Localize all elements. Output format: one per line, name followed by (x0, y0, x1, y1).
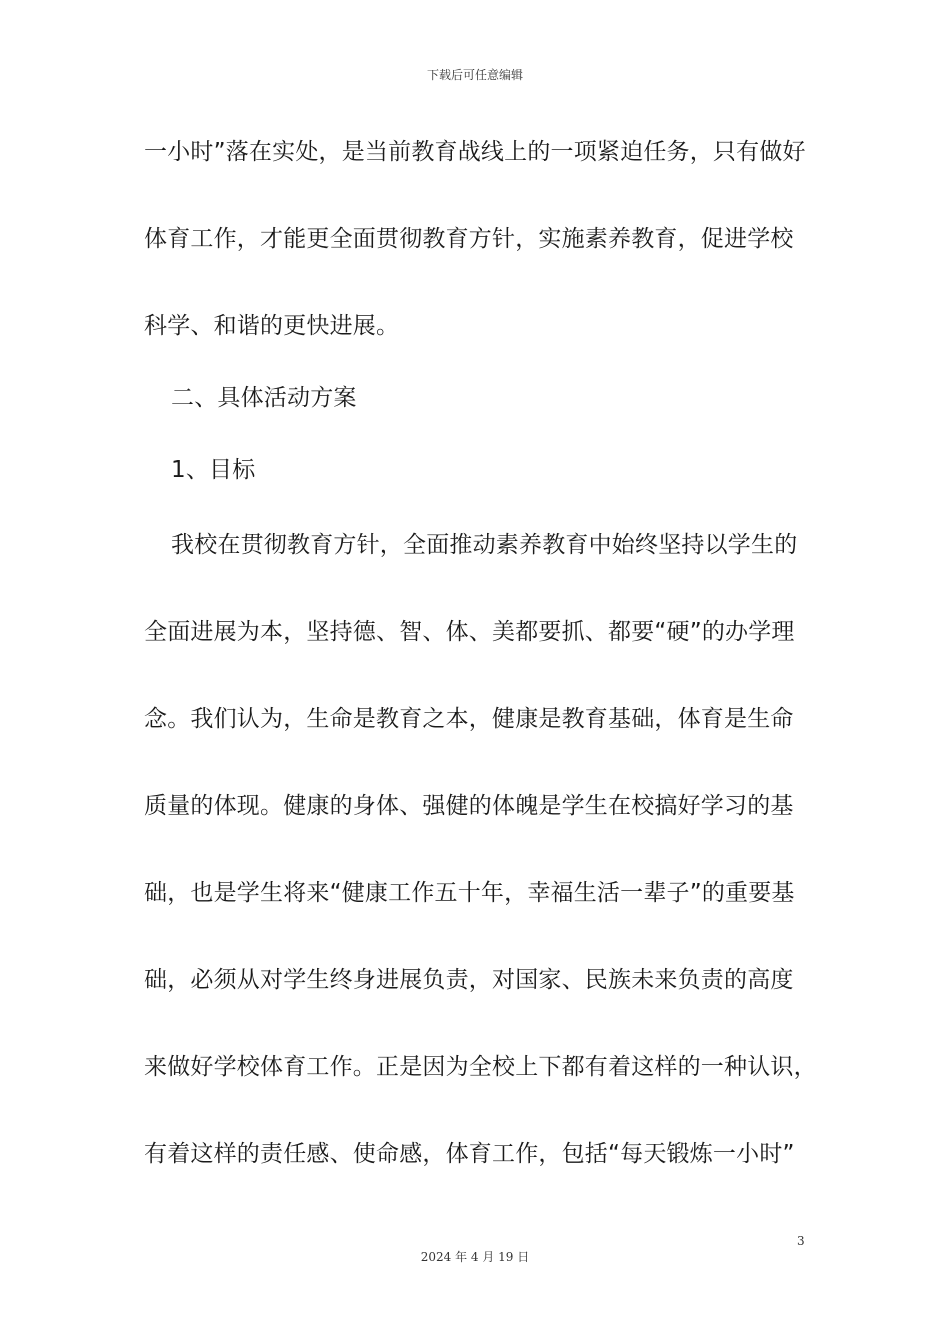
body-line: 我校在贯彻教育方针，全面推动素养教育中始终坚持以学生的 (171, 532, 798, 558)
body-line: 科学、和谐的更快进展。 (144, 313, 400, 339)
body-line: 全面进展为本，坚持德、智、体、美都要抓、都要“硬”的办学理 (144, 619, 795, 645)
subsection-heading: 1、目标 (171, 457, 256, 483)
page-number: 3 (797, 1234, 805, 1248)
body-line: 一小时”落在实处，是当前教育战线上的一项紧迫任务，只有做好 (144, 139, 806, 165)
body-line: 础，也是学生将来“健康工作五十年，幸福生活一辈子”的重要基 (144, 880, 795, 906)
section-heading: 二、具体活动方案 (171, 385, 357, 411)
body-line: 体育工作，才能更全面贯彻教育方针，实施素养教育，促进学校 (144, 226, 794, 252)
page-footer-date: 2024 年 4 月 19 日 (420, 1250, 530, 1264)
body-line: 础，必须从对学生终身进展负责，对国家、民族未来负责的高度 (144, 967, 794, 993)
body-line: 来做好学校体育工作。正是因为全校上下都有着这样的一种认识， (144, 1054, 817, 1080)
body-line: 有着这样的责任感、使命感，体育工作，包括“每天锻炼一小时” (144, 1141, 795, 1167)
page-header: 下载后可任意编辑 (426, 68, 523, 82)
body-line: 念。我们认为，生命是教育之本，健康是教育基础，体育是生命 (144, 706, 794, 732)
body-line: 质量的体现。健康的身体、强健的体魄是学生在校搞好学习的基 (144, 793, 794, 819)
